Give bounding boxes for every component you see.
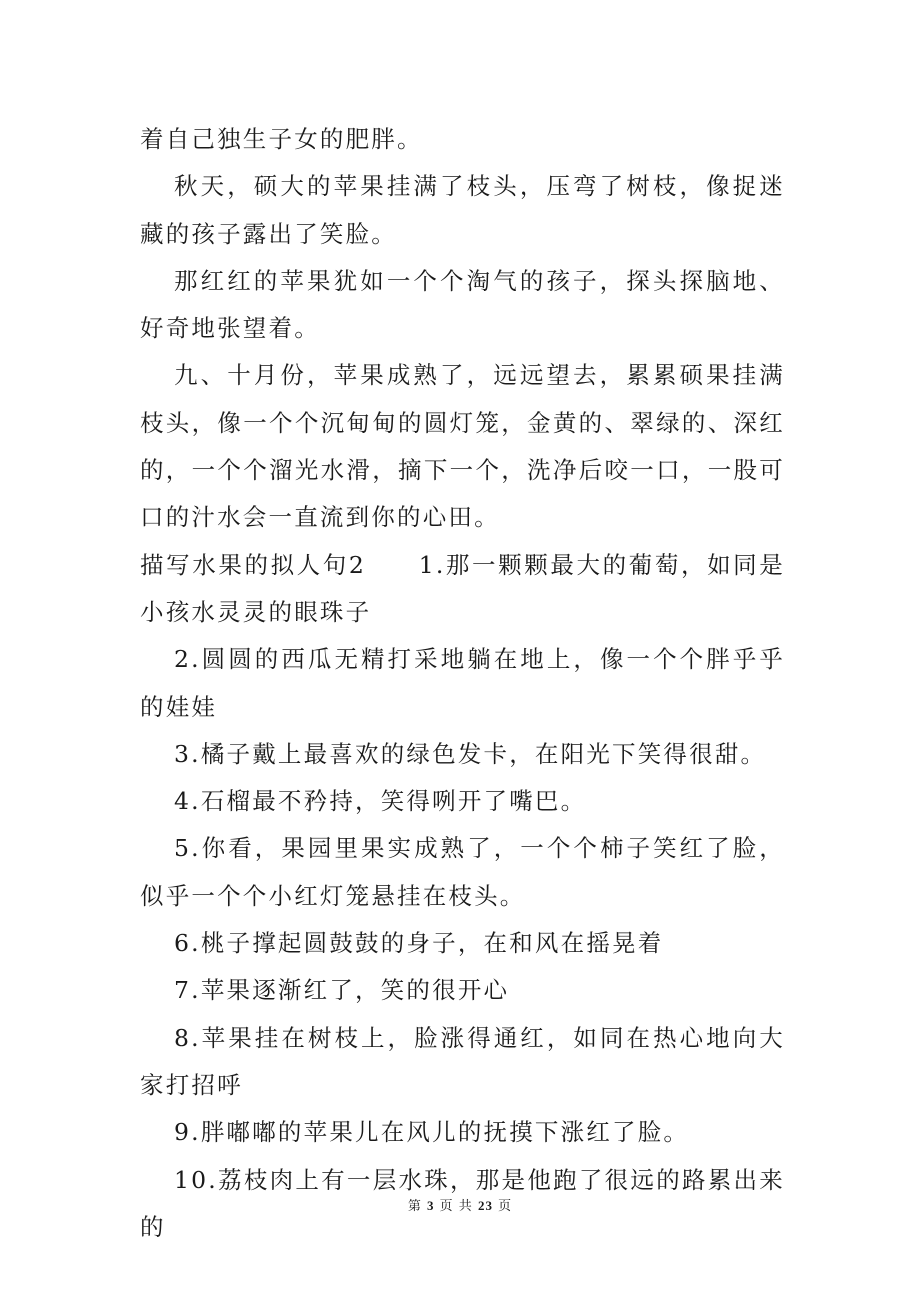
paragraph-3: 那红红的苹果犹如一个个淘气的孩子，探头探脑地、好奇地张望着。 <box>140 266 785 343</box>
paragraph-4: 九、十月份，苹果成熟了，远远望去，累累硕果挂满枝头，像一个个沉甸甸的圆灯笼，金黄的、翠绿的、深红的，一个个溜光水滑，摘下一个，洗净后咬一口，一股可口的汁水会一直流到你的心田。 <box>140 361 785 532</box>
footer-suffix: 页 <box>498 1199 513 1214</box>
list-item-7: 7.苹果逐渐红了，笑的很开心 <box>174 976 510 1005</box>
list-item-9: 9.胖嘟嘟的苹果儿在风儿的抚摸下涨红了脸。 <box>174 1118 690 1147</box>
list-item-6: 6.桃子撑起圆鼓鼓的身子，在和风在摇晃着 <box>174 929 664 958</box>
section-heading-paragraph: 描写水果的拟人句2 1.那一颗颗最大的葡萄，如同是小孩水灵灵的眼珠子 <box>140 550 785 626</box>
list-item-10: 10.荔枝肉上有一层水珠，那是他跑了很远的路累出来的 <box>140 1165 785 1241</box>
document-body <box>140 116 785 1251</box>
paragraph-1: 着自己独生子女的肥胖。 <box>140 125 423 153</box>
list-item-8: 8.苹果挂在树枝上，脸涨得通红，如同在热心地向大家打招呼 <box>140 1023 785 1099</box>
list-item-3: 3.橘子戴上最喜欢的绿色发卡，在阳光下笑得很甜。 <box>174 739 767 768</box>
total-pages-number: 23 <box>477 1198 493 1213</box>
list-item-2: 2.圆圆的西瓜无精打采地躺在地上，像一个个胖乎乎的娃娃 <box>140 645 785 721</box>
paragraph-2: 秋天，硕大的苹果挂满了枝头，压弯了树枝，像捉迷藏的孩子露出了笑脸。 <box>140 172 785 248</box>
current-page-number: 3 <box>427 1198 435 1213</box>
page-footer <box>0 1195 920 1214</box>
list-item-4: 4.石榴最不矜持，笑得咧开了嘴巴。 <box>174 787 587 816</box>
footer-prefix: 第 <box>407 1199 422 1214</box>
footer-middle: 页 共 <box>439 1199 473 1214</box>
list-item-5: 5.你看，果园里果实成熟了，一个个柿子笑红了脸，似乎一个个小红灯笼悬挂在枝头。 <box>140 834 785 910</box>
